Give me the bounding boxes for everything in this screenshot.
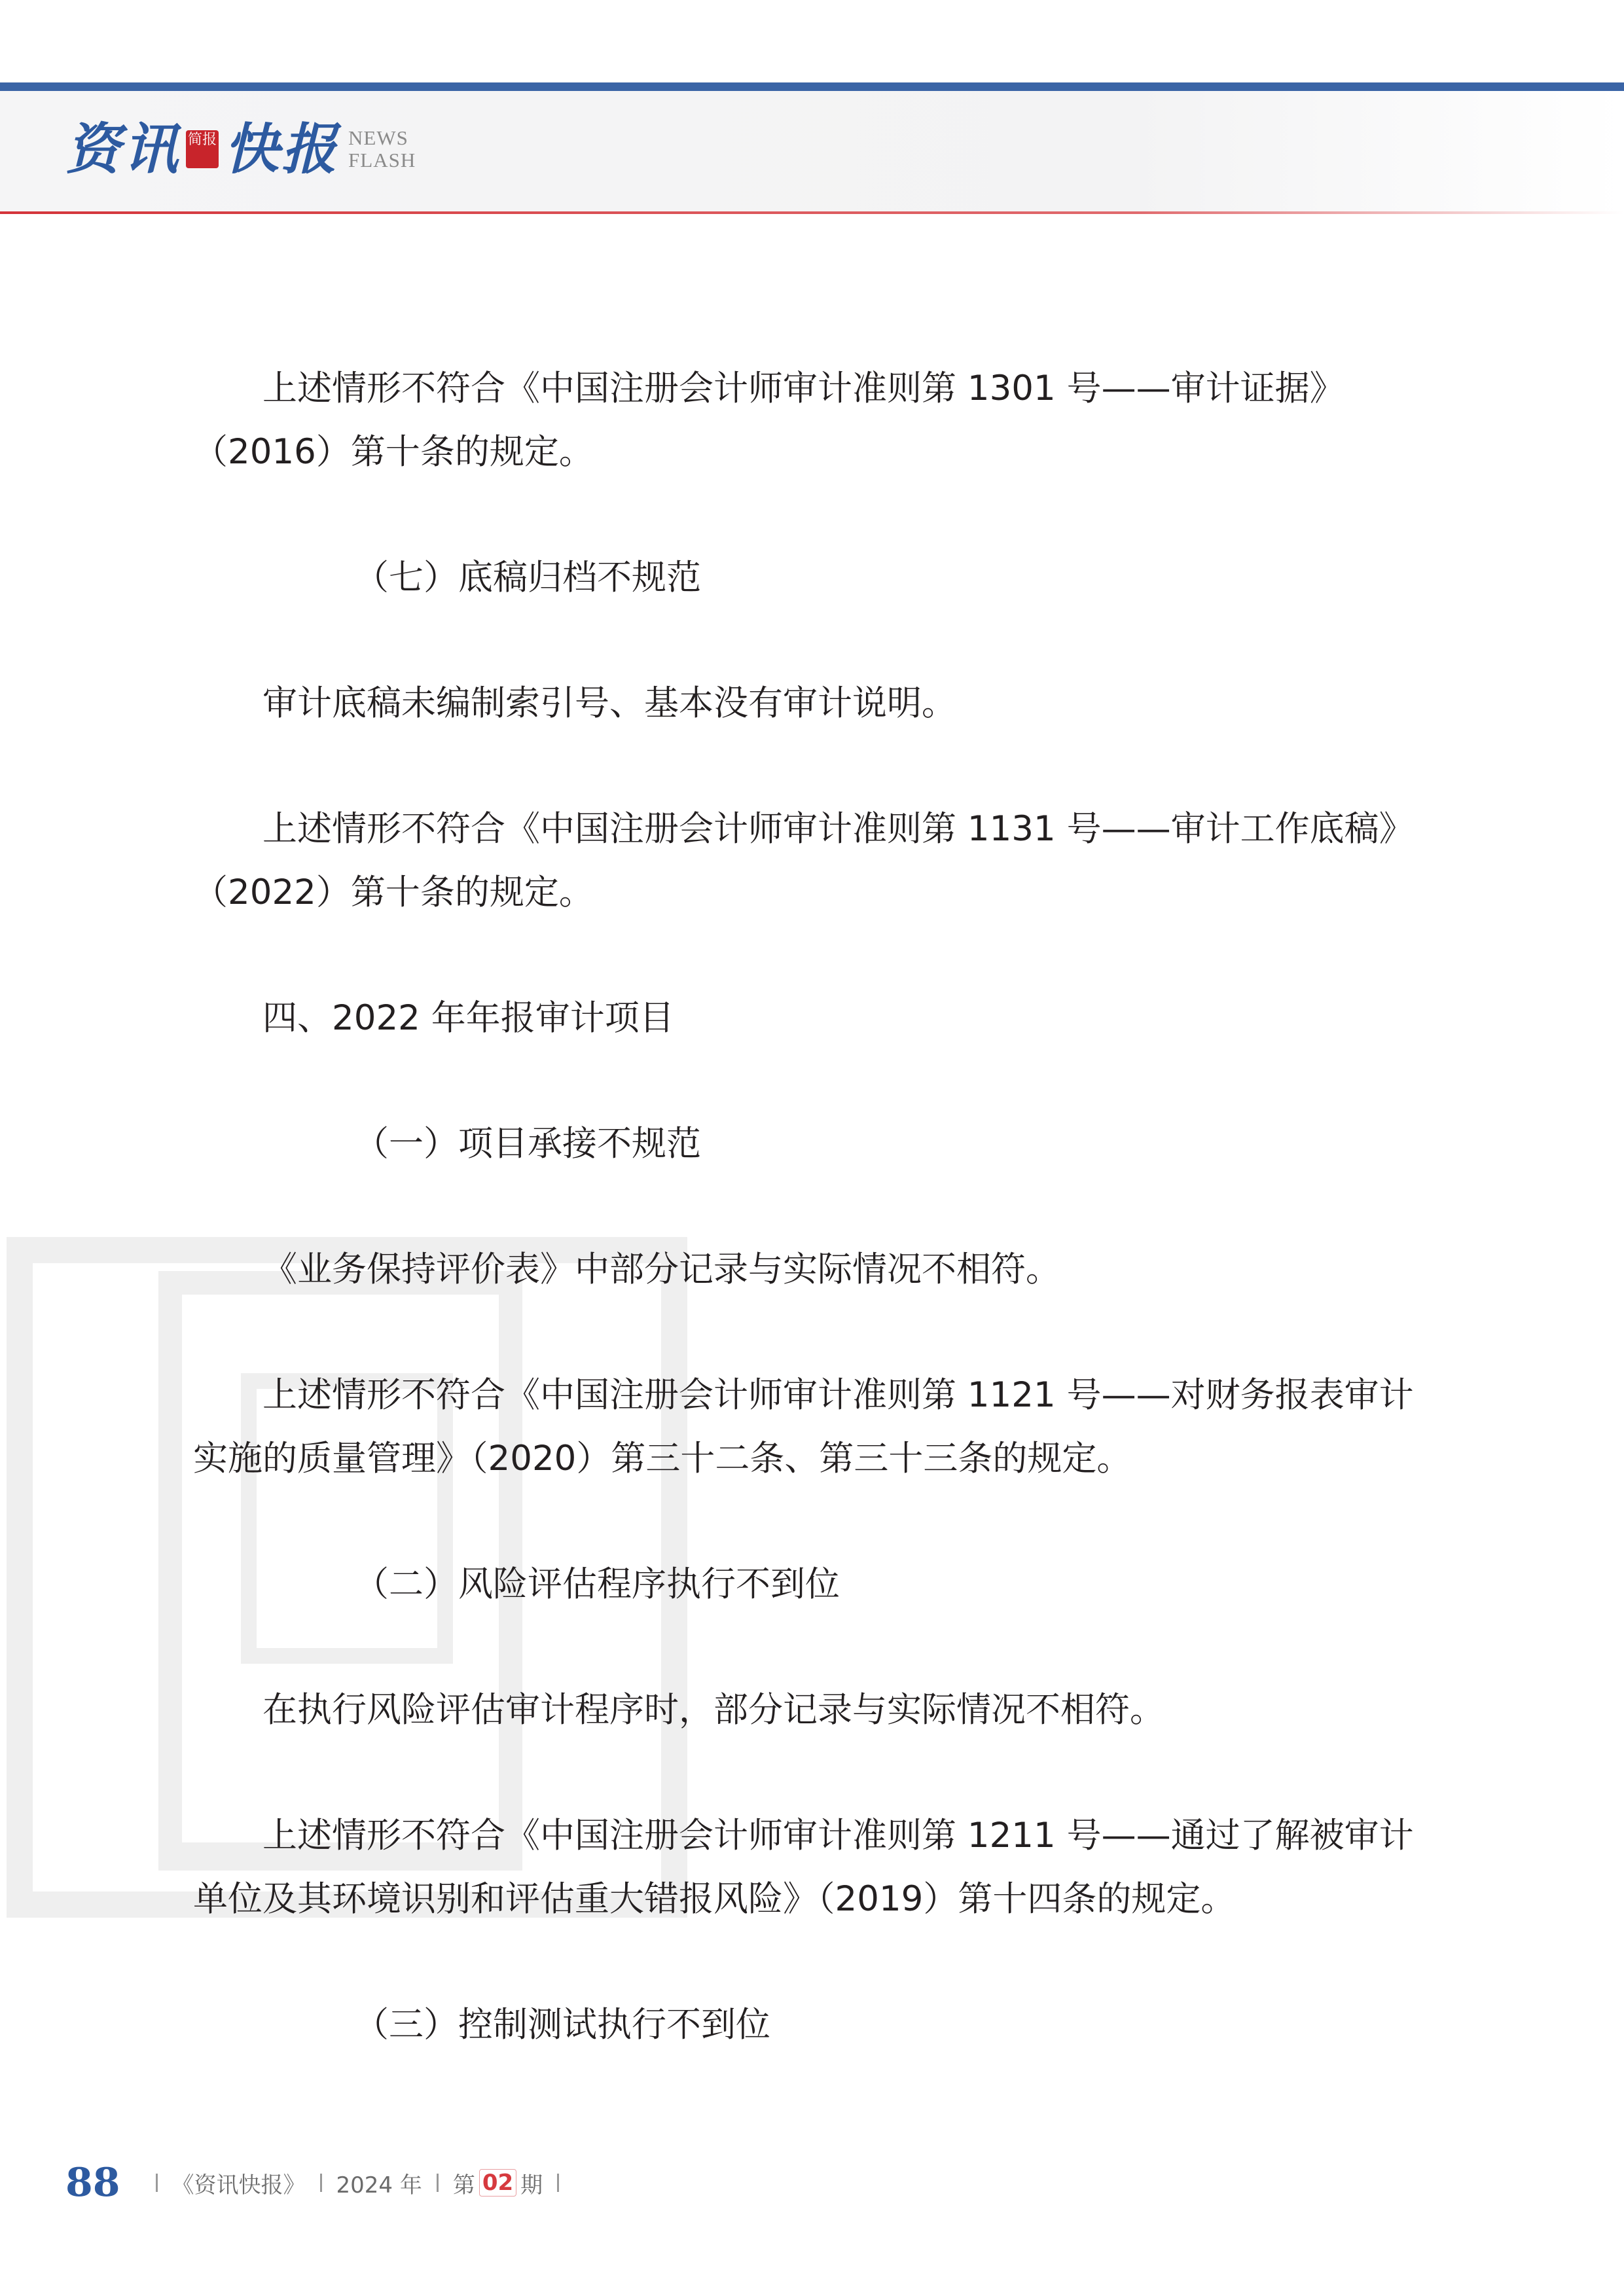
footer-publication: 《资讯快报》: [171, 2172, 306, 2198]
paragraph: 上述情形不符合《中国注册会计师审计准则第 1211 号——通过了解被审计单位及其环境识别和评估重大错报风险》（2019）第十四条的规定。: [193, 1816, 1414, 1919]
header-top-bar: [0, 82, 1624, 91]
page-footer: [65, 2157, 573, 2209]
paragraph: 审计底稿未编制索引号、基本没有审计说明。: [262, 683, 956, 723]
section-heading: （二）风险评估程序执行不到位: [354, 1564, 840, 1604]
footer-issue-number: 02: [479, 2169, 516, 2197]
paragraph: 上述情形不符合《中国注册会计师审计准则第 1131 号——审计工作底稿》（2022）第十条的规定。: [193, 809, 1414, 912]
section-heading: （一）项目承接不规范: [354, 1124, 701, 1164]
footer-divider: [320, 2174, 322, 2192]
logo-text-part1: 资讯: [65, 117, 181, 181]
logo-english-line2: FLASH: [348, 149, 416, 171]
footer-divider: [156, 2174, 158, 2192]
logo-english-line1: NEWS: [348, 126, 408, 149]
logo-english: [348, 127, 416, 171]
paragraph: 上述情形不符合《中国注册会计师审计准则第 1121 号——对财务报表审计实施的质量管理》（2020）第三十二条、第三十三条的规定。: [193, 1375, 1414, 1479]
logo-text-part2: 快报: [224, 117, 340, 181]
paragraph: 在执行风险评估审计程序时，部分记录与实际情况不相符。: [262, 1690, 1164, 1730]
footer-divider: [437, 2174, 439, 2192]
section-heading: （三）控制测试执行不到位: [354, 2005, 770, 2045]
page-number: 88: [65, 2160, 120, 2206]
article-body: [193, 357, 1424, 2119]
logo-seal: 简报: [186, 130, 219, 168]
publication-logo: [65, 117, 416, 182]
footer-divider: [557, 2174, 559, 2192]
header-red-rule: [0, 211, 1624, 214]
paragraph: 《业务保持评价表》中部分记录与实际情况不相符。: [262, 1249, 1060, 1289]
section-heading-main: 四、2022 年年报审计项目: [262, 998, 674, 1038]
section-heading: （七）底稿归档不规范: [354, 558, 701, 598]
footer-year: 2024 年: [336, 2172, 422, 2198]
paragraph: 上述情形不符合《中国注册会计师审计准则第 1301 号——审计证据》（2016）第十条的规定。: [193, 368, 1344, 472]
footer-issue-prefix: 第: [452, 2172, 475, 2198]
footer-issue-suffix: 期: [520, 2172, 543, 2198]
